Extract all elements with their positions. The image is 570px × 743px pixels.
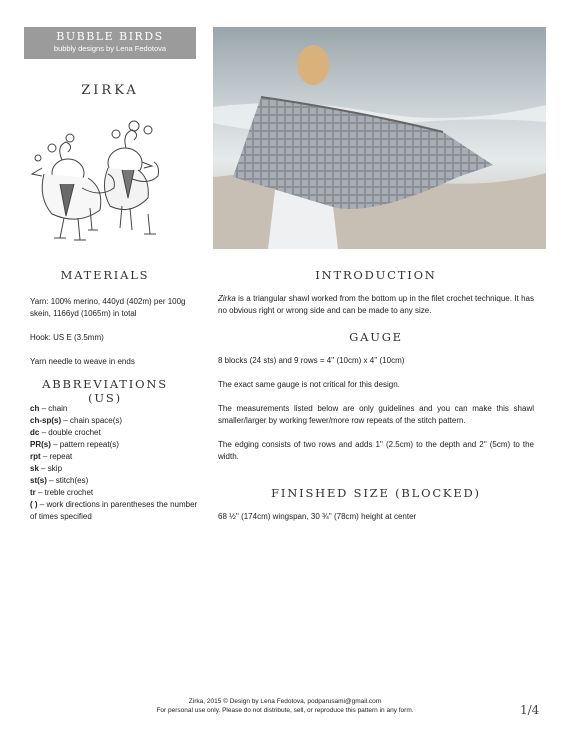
abbr-item: PR(s) – pattern repeat(s) — [30, 440, 119, 449]
materials-heading: MATERIALS — [60, 268, 150, 282]
finished-size-text: 68 ½'' (174cm) wingspan, 30 ¾'' (78cm) height at center — [218, 512, 417, 521]
birds-illustration — [30, 118, 180, 246]
footer — [100, 697, 470, 715]
brand-banner — [24, 27, 196, 59]
brand-subtitle: bubbly designs by Lena Fedotova — [53, 44, 167, 53]
gauge-line-1: 8 blocks (24 sts) and 9 rows = 4'' (10cm) x 4'' (10cm) — [218, 356, 405, 365]
gauge-line-2: The exact same gauge is not critical for this design. — [218, 380, 400, 389]
gauge-line-3: The measurements listed below are only guidelines and you can make this shawl smaller/larger by working fewer/more row repeats of the stitch pattern. — [218, 404, 534, 425]
hook-text: Hook: US E (3.5mm) — [30, 333, 104, 342]
gauge-text — [218, 355, 534, 463]
abbr-item: rpt – repeat — [30, 452, 73, 461]
shawl-photo — [213, 27, 546, 249]
materials-text — [30, 296, 200, 368]
introduction-text: Zirka is a triangular shawl worked from the bottom up in the filet crochet technique. It has no obvious right or wrong side and can be made to any size. — [218, 294, 534, 315]
page-number: 1/4 — [520, 703, 540, 717]
abbreviations-list — [30, 403, 200, 523]
abbr-item: sk – skip — [30, 464, 63, 473]
needle-text: Yarn needle to weave in ends — [30, 357, 135, 366]
abbr-item: st(s) – stitch(es) — [30, 476, 89, 485]
introduction-heading: INTRODUCTION — [315, 268, 437, 282]
brand-title: BUBBLE BIRDS — [56, 30, 164, 43]
pattern-name-italic: Zirka — [218, 294, 236, 303]
gauge-heading: GAUGE — [349, 330, 403, 344]
abbr-item: ch – chain — [30, 404, 68, 413]
pattern-title: ZIRKA — [81, 83, 139, 98]
footer-copyright: Zirka, 2015 © Design by Lena Fedotova, podparusami@gmail.com — [188, 698, 382, 705]
footer-notice: For personal use only. Please do not distribute, sell, or reproduce this pattern in any form. — [156, 707, 414, 714]
abbr-item: ( ) – work directions in parentheses the number of times specified — [30, 500, 198, 521]
abbr-item: dc – double crochet — [30, 428, 101, 437]
yarn-text: Yarn: 100% merino, 440yd (402m) per 100g skein, 1166yd (1065m) in total — [30, 297, 186, 318]
abbr-item: tr – treble crochet — [30, 488, 94, 497]
gauge-line-4: The edging consists of two rows and adds 1'' (2.5cm) to the depth and 2'' (5cm) to the width. — [218, 440, 534, 461]
abbr-item: ch-sp(s) – chain space(s) — [30, 416, 123, 425]
finished-size-heading: FINISHED SIZE (BLOCKED) — [271, 486, 481, 500]
abbreviations-heading: ABBREVIATIONS (US) — [42, 377, 168, 405]
